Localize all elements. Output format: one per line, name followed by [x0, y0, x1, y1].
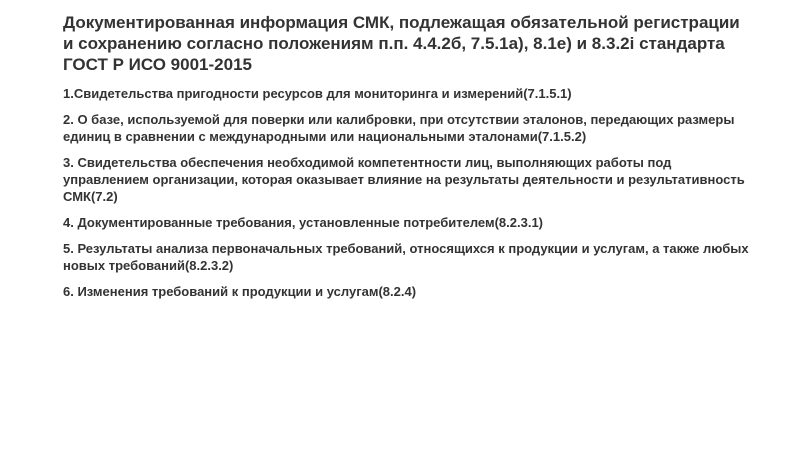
slide-content: [63, 12, 753, 309]
list-item: 1.Свидетельства пригодности ресурсов для мониторинга и измерений(7.1.5.1): [63, 86, 572, 101]
requirements-list: [63, 85, 753, 300]
list-item: 5. Результаты анализа первоначальных требований, относящихся к продукции и услугам, а также любых новых требований(8.2.3.2): [63, 241, 749, 273]
list-item: 6. Изменения требований к продукции и услугам(8.2.4): [63, 284, 417, 299]
list-item: 2. О базе, используемой для поверки или калибровки, при отсутствии эталонов, передающих размеры единиц в сравнении с международными или национальными эталонами(7.1.5.2): [63, 112, 735, 144]
slide-title: Документированная информация СМК, подлежащая обязательной регистрации и сохранению согласно положениям п.п. 4.4.2б, 7.5.1а), 8.1е) и 8.3.2i стандарта ГОСТ Р ИСО 9001-2015: [63, 13, 740, 74]
list-item: 3. Свидетельства обеспечения необходимой компетентности лиц, выполняющих работы под управлением организации, которая оказывает влияние на результаты деятельности и результативность СМК(7.2): [63, 155, 745, 204]
list-item: 4. Документированные требования, установленные потребителем(8.2.3.1): [63, 215, 543, 230]
